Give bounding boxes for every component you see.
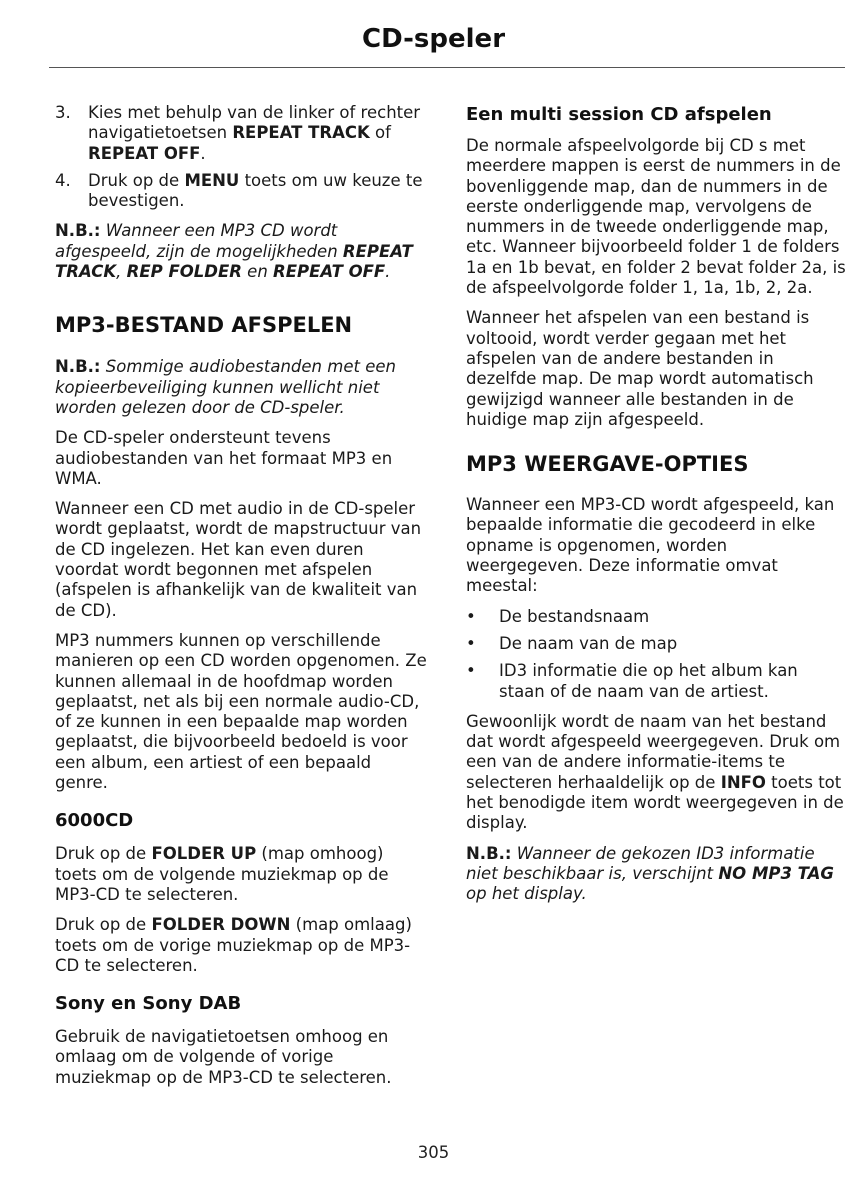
step-text: Kies met behulp van de linker of rechter navigatietoetsen [88, 103, 421, 143]
note-text: en [241, 262, 274, 282]
paragraph [466, 712, 846, 834]
right-column [466, 103, 846, 915]
list-item [466, 607, 846, 627]
info-bullet-list [466, 607, 846, 702]
note-text: , [116, 262, 127, 282]
section-heading-display-options: MP3 WEERGAVE-OPTIES [466, 452, 749, 477]
left-column [55, 103, 427, 1098]
step-keyword: REPEAT TRACK [232, 123, 370, 143]
step-item [55, 171, 427, 212]
step-text: . [200, 143, 206, 163]
step-number: 4. [55, 170, 71, 190]
subheading-6000cd: 6000CD [55, 810, 134, 832]
paragraph [55, 915, 427, 976]
note-keyword: NO MP3 TAG [718, 863, 834, 883]
paragraph: Wanneer een MP3-CD wordt afgespeeld, kan bepaalde informatie die gecodeerd in elke opname is opgenomen, worden weergegeven. Deze informatie omvat meestal: [466, 495, 835, 596]
note-label: N.B.: [55, 357, 101, 377]
section-heading-mp3: MP3-BESTAND AFSPELEN [55, 313, 353, 338]
paragraph-text: toets tot het benodigde item wordt weergegeven in de display. [466, 772, 844, 833]
step-keyword: MENU [184, 170, 240, 190]
bullet-icon: • [466, 661, 476, 681]
list-item-text: De bestandsnaam [499, 606, 650, 626]
note-keyword: REPEAT TRACK [55, 241, 413, 282]
paragraph: MP3 nummers kunnen op verschillende manieren op een CD worden opgenomen. Ze kunnen allemaal in de hoofdmap worden geplaatst, net als bij een normale audio-CD, of ze kunnen in een bepaalde map worden geplaatst, die bijvoorbeeld bedoeld is voor een album, een artiest of een bepaald genre. [55, 630, 427, 793]
button-keyword: FOLDER DOWN [151, 915, 291, 935]
bullet-icon: • [466, 633, 476, 653]
list-item [466, 661, 846, 702]
button-keyword: INFO [720, 772, 766, 792]
button-keyword: FOLDER UP [151, 844, 257, 864]
subheading-sony: Sony en Sony DAB [55, 993, 242, 1015]
step-list [55, 103, 427, 211]
paragraph [55, 844, 427, 905]
step-text: toets om uw keuze te bevestigen. [88, 170, 423, 211]
note-text: Wanneer een MP3 CD wordt afgespeeld, zijn de mogelijkheden [55, 221, 343, 261]
header-divider [49, 67, 845, 68]
note-keyword: REPEAT OFF [273, 262, 386, 282]
note-text: op het display. [466, 884, 587, 904]
paragraph-text: Gewoonlijk wordt de naam van het bestand dat wordt afgespeeld weergegeven. Druk om een van de andere informatie-items te selecteren herhaaldelijk op de [466, 711, 841, 792]
page-title: CD-speler [361, 24, 506, 54]
step-keyword: REPEAT OFF [88, 143, 201, 163]
note-text: Wanneer de gekozen ID3 informatie niet beschikbaar is, verschijnt [466, 843, 815, 883]
page-number: 305 [417, 1143, 450, 1162]
note-keyword: REP FOLDER [126, 262, 242, 282]
note-label: N.B.: [466, 843, 512, 863]
paragraph: Wanneer het afspelen van een bestand is voltooid, wordt verder gegaan met het afspelen van de andere bestanden in dezelfde map. De map wordt automatisch gewijzigd wanneer alle bestanden in de huidige map zijn afgespeeld. [466, 308, 814, 429]
step-text: Druk op de [88, 170, 185, 190]
step-number: 3. [55, 103, 71, 122]
paragraph-text: (map omlaag) toets om de vorige muziekmap op de MP3-CD te selecteren. [55, 915, 412, 975]
step-text: of [369, 123, 391, 143]
list-item-text: ID3 informatie die op het album kan staan of de naam van de artiest. [499, 661, 798, 701]
list-item-text: De naam van de map [499, 633, 678, 653]
paragraph: De normale afspeelvolgorde bij CD s met meerdere mappen is eerst de nummers in de bovenliggende map, dan de nummers in de eerste onderliggende map, vervolgens de nummers in de tweede onderliggende map, etc. Wanneer bijvoorbeeld folder 1 de folders 1a en 1b bevat, en folder 2 bevat folder 2a, is de afspeelvolgorde folder 1, 1a, 1b, 2, 2a. [466, 136, 846, 298]
paragraph: Wanneer een CD met audio in de CD-speler wordt geplaatst, wordt de mapstructuur van de CD ingelezen. Het kan even duren voordat wordt begonnen met afspelen (afspelen is afhankelijk van de kwaliteit van de CD). [55, 499, 422, 620]
paragraph-text: Druk op de [55, 915, 152, 935]
note-text: Sommige audiobestanden met een kopieerbeveiliging kunnen wellicht niet worden gelezen door de CD-speler. [55, 357, 396, 417]
note-repeat-options [55, 221, 427, 282]
subheading-multi-session: Een multi session CD afspelen [466, 104, 772, 125]
note-no-tag [466, 844, 846, 905]
paragraph-text: (map omhoog) toets om de volgende muziekmap op de MP3-CD te selecteren. [55, 844, 389, 904]
note-label: N.B.: [55, 221, 101, 241]
note-copy-protection [55, 357, 427, 418]
bullet-icon: • [466, 606, 476, 626]
list-item [466, 634, 846, 654]
note-text: . [385, 262, 391, 282]
paragraph: De CD-speler ondersteunt tevens audiobestanden van het formaat MP3 en WMA. [55, 428, 393, 488]
paragraph-text: Druk op de [55, 844, 152, 864]
paragraph: Gebruik de navigatietoetsen omhoog en omlaag om de volgende of vorige muziekmap op de MP3-CD te selecteren. [55, 1027, 392, 1087]
step-item [55, 103, 427, 164]
